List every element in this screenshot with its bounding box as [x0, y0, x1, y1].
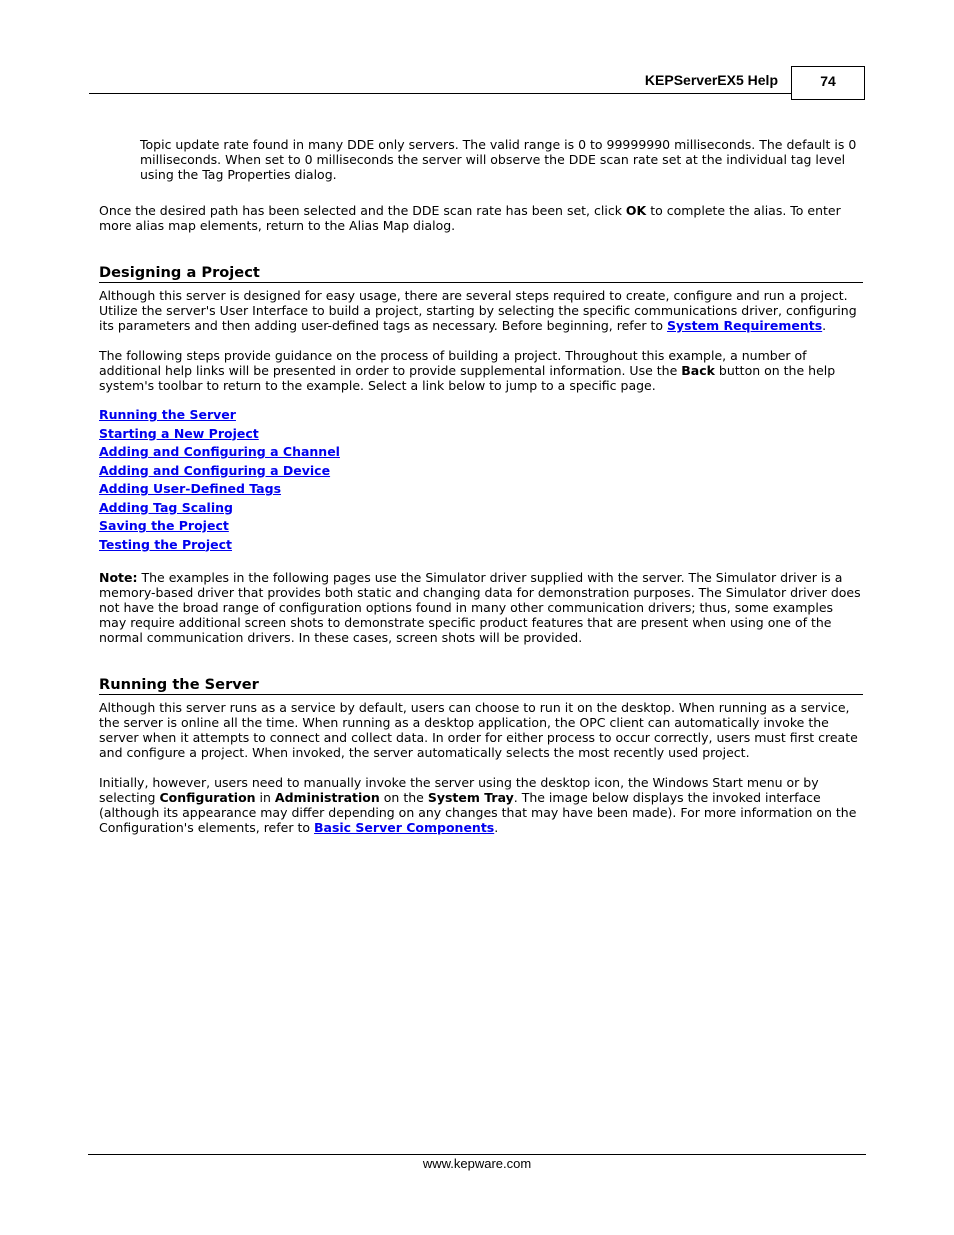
alias-text-a: Once the desired path has been selected and the DDE scan rate has been set, click	[99, 203, 626, 218]
header-title: KEPServerEX5 Help	[644, 72, 778, 88]
administration-label: Administration	[274, 790, 380, 805]
link-adding-a-channel[interactable]: Adding and Configuring a Channel	[99, 444, 340, 459]
ok-label: OK	[625, 203, 647, 218]
alias-paragraph	[99, 203, 863, 233]
scan-rate-description: Topic update rate found in many DDE only servers. The valid range is 0 to 99999990 milliseconds. The default is 0 milliseconds. When set to 0 milliseconds the server will observe the DDE scan rate set at the individual tag level using the Tag Properties dialog.	[140, 137, 857, 182]
designing-text-d: button on the help system's toolbar to return to the example. Select a link below to jump to a specific page.	[99, 363, 836, 393]
link-adding-user-defined-tags[interactable]: Adding User-Defined Tags	[99, 481, 282, 496]
alias-text-b: to complete the alias. To enter more alias map elements, return to the Alias Map dialog.	[99, 203, 841, 233]
link-testing-the-project[interactable]: Testing the Project	[99, 536, 233, 552]
system-requirements-link[interactable]: System Requirements	[667, 318, 823, 333]
running-text-a: Initially, however, users need to manually invoke the server using the desktop icon, the Windows Start menu or by selecting	[99, 775, 819, 805]
link-saving-the-project[interactable]: Saving the Project	[99, 518, 229, 533]
note-label: Note:	[99, 570, 138, 585]
page-number: 74	[791, 66, 865, 100]
designing-paragraph-1	[99, 288, 863, 333]
footer-rule	[88, 1154, 866, 1155]
running-heading: Running the Server	[99, 676, 863, 695]
note-text: The examples in the following pages use the Simulator driver supplied with the server. The Simulator driver is a memory-based driver that provides both static and changing data for demonstration purposes. The Simulator driver does not have the broad range of configuration options found in many other communication drivers; thus, some examples may require additional screen shots to demonstrate specific product features that are present when using one of the normal communication drivers. In these cases, screen shots will be provided.	[99, 570, 861, 645]
system-tray-label: System Tray	[427, 790, 514, 805]
running-text-d: . The image below displays the invoked interface (although its appearance may differ depending on any changes that may have been made). For more information on the Configuration's elements, refer to	[99, 790, 857, 835]
running-paragraph-2	[99, 775, 863, 835]
designing-text-c: The following steps provide guidance on the process of building a project. Throughout this example, a number of additional help links will be presented in order to provide supplemental information. Use the	[99, 348, 807, 378]
running-text-e: .	[494, 820, 499, 835]
basic-server-components-link[interactable]: Basic Server Components	[313, 820, 495, 835]
header-rule	[89, 93, 792, 94]
configuration-label: Configuration	[159, 790, 256, 805]
designing-heading: Designing a Project	[99, 264, 863, 283]
running-text-b: in	[255, 790, 275, 805]
link-adding-a-device[interactable]: Adding and Configuring a Device	[99, 462, 331, 478]
note-paragraph	[99, 570, 863, 645]
designing-paragraph-2	[99, 348, 863, 393]
link-starting-a-new-project[interactable]: Starting a New Project	[99, 425, 259, 441]
running-paragraph-1: Although this server runs as a service by default, users can choose to run it on the desktop. When running as a service, the server is online all the time. When running as a desktop application, the OPC client can automatically invoke the server when it attempts to connect and collect data. In order for either process to occur correctly, users must first create and configure a project. When invoked, the server automatically selects the most recently used project.	[99, 700, 858, 760]
designing-text-a: Although this server is designed for easy usage, there are several steps required to create, configure and run a project. Utilize the server's User Interface to build a project, starting by selecting the specific communications driver, configuring its parameters and then adding user-defined tags as necessary. Before beginning, refer to	[99, 288, 857, 333]
step-links	[99, 406, 863, 554]
running-text-c: on the	[379, 790, 428, 805]
page-content	[99, 137, 863, 835]
back-label: Back	[681, 363, 715, 378]
designing-text-b: .	[822, 318, 827, 333]
link-adding-tag-scaling[interactable]: Adding Tag Scaling	[99, 499, 233, 515]
link-running-the-server[interactable]: Running the Server	[99, 407, 236, 422]
footer-url: www.kepware.com	[422, 1156, 532, 1171]
